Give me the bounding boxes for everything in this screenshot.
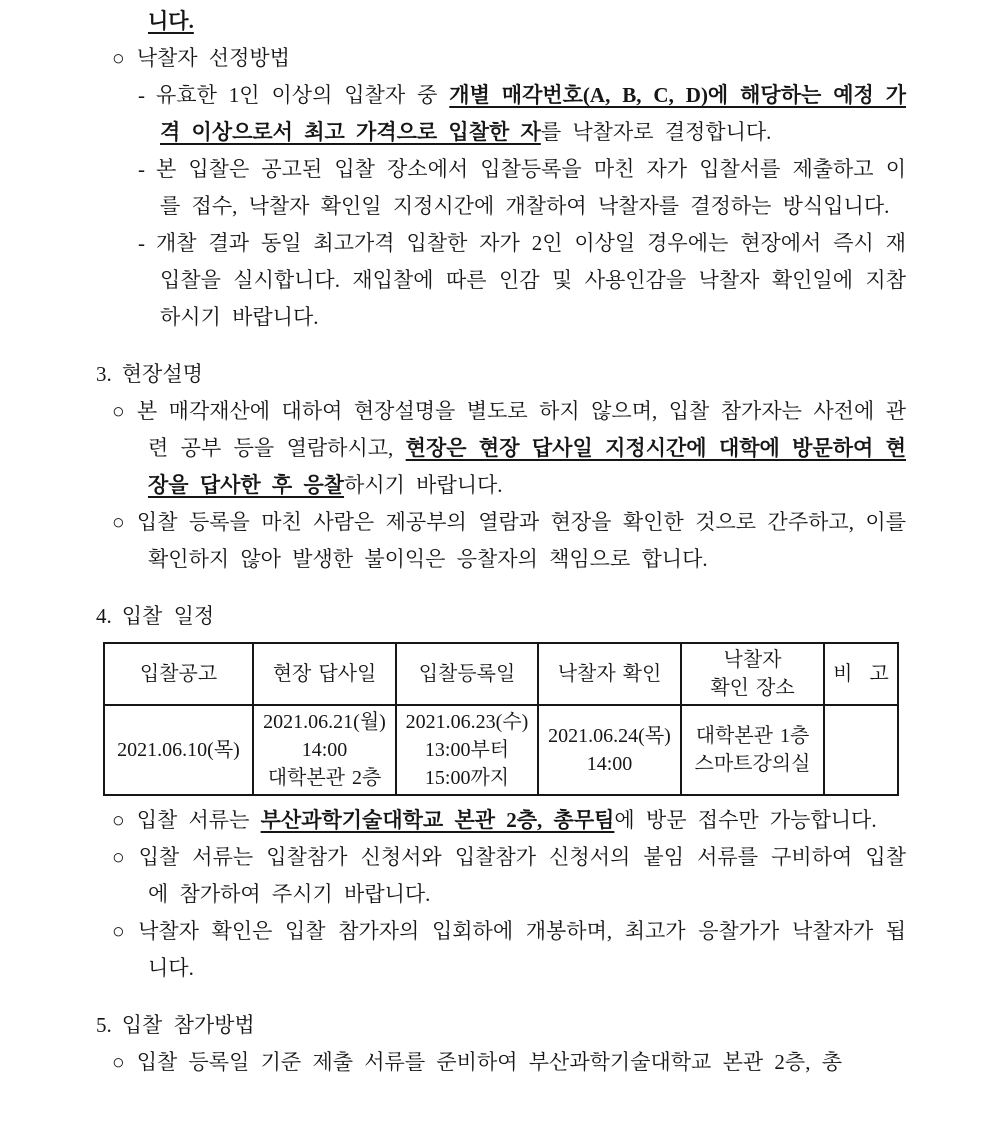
- item-text: 본 매각재산에 대하여 현장설명을 별도로 하지 않으며, 입찰 참가자는 사전에 관련 공부 등을 열람하시고,: [136, 399, 906, 460]
- dash-bullet: -: [138, 83, 145, 107]
- item-text: 에 방문 접수만 가능합니다.: [614, 808, 877, 832]
- cell-line: 2021.06.23(수): [405, 711, 529, 733]
- header-confirm-place: [681, 643, 824, 705]
- cell-line: 2021.06.24(목): [548, 725, 671, 747]
- item-text: 입찰 등록일 기준 제출 서류를 준비하여 부산과학기술대학교 본관 2층, 총: [136, 1050, 842, 1074]
- item-text: 를 낙찰자로 결정합니다.: [540, 120, 772, 144]
- section-5-heading: [96, 1007, 906, 1044]
- item-text: 입찰 등록을 마친 사람은 제공부의 열람과 현장을 확인한 것으로 간주하고, 이를 확인하지 않아 발생한 불이익은 응찰자의 책임으로 합니다.: [136, 510, 906, 571]
- table-header-row: [104, 643, 898, 705]
- item-text: 본 입찰은 공고된 입찰 장소에서 입찰등록을 마친 자가 입찰서를 제출하고 이를 접수, 낙찰자 확인일 지정시간에 개찰하여 낙찰자를 결정하는 방식입니다.: [156, 157, 906, 218]
- item-text: 낙찰자 확인은 입찰 참가자의 입회하에 개봉하며, 최고가 응찰가가 낙찰자가 됩니다.: [138, 919, 907, 980]
- item-text: 하시기 바랍니다.: [344, 473, 503, 497]
- selection-item-1: [96, 77, 906, 151]
- cell-line: 15:00까지: [424, 767, 510, 789]
- section-number: 5.: [96, 1013, 112, 1037]
- cell-line: 14:00: [301, 739, 348, 761]
- circle-bullet: ○: [112, 919, 127, 943]
- cell-line: 14:00: [586, 753, 633, 775]
- item-text: 개찰 결과 동일 최고가격 입찰한 자가 2인 이상일 경우에는 현장에서 즉시 재입찰을 실시합니다. 재입찰에 따른 인감 및 사용인감을 낙찰자 확인일에 지참하시기 바랍니다.: [156, 231, 906, 329]
- section-3-bullet-1: [96, 393, 906, 504]
- section-title: 현장설명: [121, 362, 203, 386]
- circle-bullet: ○: [112, 808, 125, 832]
- circle-bullet: ○: [112, 46, 125, 70]
- continuation-text: 니다.: [148, 9, 194, 33]
- header-line: 확인 장소: [710, 677, 795, 699]
- item-text: 유효한 1인 이상의 입찰자 중: [156, 83, 450, 107]
- cell-line: 13:00부터: [424, 739, 510, 761]
- selection-method-title: [96, 40, 906, 77]
- selection-item-2: [96, 151, 906, 225]
- cell-line: 스마트강의실: [694, 753, 811, 775]
- section-3-bullet-2: [96, 504, 906, 578]
- item-emphasis: 현장은 현장 답사일 지정시간에 대학에 방문하여 현장을 답사한 후 응찰: [148, 436, 907, 497]
- selection-item-3: [96, 225, 906, 336]
- cell-site-visit: [253, 705, 396, 795]
- item-text: 입찰 서류는 입찰참가 신청서와 입찰참가 신청서의 붙임 서류를 구비하여 입찰에 참가하여 주시기 바랍니다.: [138, 845, 906, 906]
- cell-registration: [396, 705, 538, 795]
- section-4-bullet-3: [96, 913, 906, 987]
- section-5-bullet-1: [96, 1044, 906, 1081]
- cell-line: 2021.06.21(월): [263, 711, 386, 733]
- section-title: 입찰 일정: [121, 604, 215, 628]
- cell-remarks: [824, 705, 898, 795]
- circle-bullet: ○: [112, 845, 127, 869]
- circle-bullet: ○: [112, 510, 125, 534]
- cell-bid-notice: 2021.06.10(목): [104, 705, 253, 795]
- cell-winner-confirm: [538, 705, 681, 795]
- header-line: 낙찰자: [723, 649, 782, 671]
- item-text: 입찰 서류는: [136, 808, 261, 832]
- header-site-visit: 현장 답사일: [253, 643, 396, 705]
- bid-schedule-table: [103, 642, 899, 796]
- table-data-row: [104, 705, 898, 795]
- section-4-bullet-2: [96, 839, 906, 913]
- section-number: 3.: [96, 362, 112, 386]
- header-winner-confirm: 낙찰자 확인: [538, 643, 681, 705]
- cell-line: 대학본관 2층: [267, 767, 382, 789]
- section-4-bullet-1: [96, 802, 906, 839]
- section-title: 입찰 참가방법: [121, 1013, 255, 1037]
- continuation-fragment: [96, 3, 906, 40]
- cell-confirm-place: [681, 705, 824, 795]
- item-emphasis: 개별 매각번호(A, B, C, D)에 해당하는 예정 가격 이상으로서 최고 가격으로 입찰한 자: [160, 83, 906, 144]
- dash-bullet: -: [138, 157, 145, 181]
- section-4-heading: [96, 598, 906, 635]
- selection-title-text: 낙찰자 선정방법: [136, 46, 290, 70]
- header-remarks: 비 고: [824, 643, 898, 705]
- item-emphasis: 부산과학기술대학교 본관 2층, 총무팀: [260, 808, 615, 832]
- dash-bullet: -: [138, 231, 145, 255]
- section-number: 4.: [96, 604, 112, 628]
- circle-bullet: ○: [112, 1050, 125, 1074]
- header-bid-notice: 입찰공고: [104, 643, 253, 705]
- section-3-heading: [96, 356, 906, 393]
- header-registration: 입찰등록일: [396, 643, 538, 705]
- circle-bullet: ○: [112, 399, 125, 423]
- cell-line: 대학본관 1층: [695, 725, 810, 747]
